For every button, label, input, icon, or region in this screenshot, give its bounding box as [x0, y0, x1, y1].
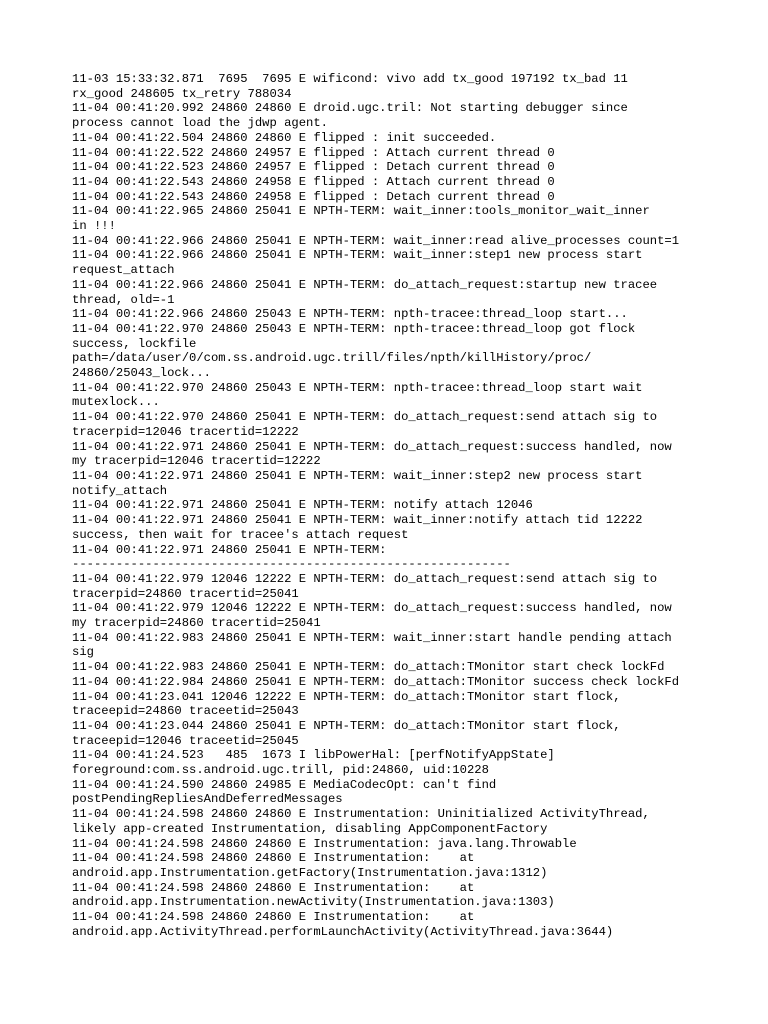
log-line: tracerpid=12046 tracertid=12222	[72, 424, 299, 439]
log-line: 11-04 00:41:24.598 24860 24860 E Instrumentation: at	[72, 880, 475, 895]
log-line: likely app-created Instrumentation, disabling AppComponentFactory	[72, 821, 548, 836]
log-line: 11-04 00:41:22.543 24860 24958 E flipped : Attach current thread 0	[72, 174, 555, 189]
log-line: mutexlock...	[72, 395, 160, 410]
log-line: 11-04 00:41:22.523 24860 24957 E flipped : Detach current thread 0	[72, 160, 555, 175]
log-line: 11-04 00:41:22.971 24860 25041 E NPTH-TERM: wait_inner:step2 new process start	[72, 468, 643, 483]
log-separator: ------------------------------------------------------------	[72, 557, 511, 572]
log-line: 11-04 00:41:22.543 24860 24958 E flipped : Detach current thread 0	[72, 189, 555, 204]
log-line: 11-04 00:41:24.598 24860 24860 E Instrumentation: at	[72, 851, 475, 866]
log-line: 11-04 00:41:22.983 24860 25041 E NPTH-TERM: wait_inner:start handle pending attach	[72, 630, 672, 645]
log-line: android.app.Instrumentation.getFactory(Instrumentation.java:1312)	[72, 865, 548, 880]
log-line: 11-04 00:41:22.979 12046 12222 E NPTH-TERM: do_attach_request:send attach sig to	[72, 571, 658, 586]
log-line: 11-04 00:41:22.971 24860 25041 E NPTH-TERM: do_attach_request:success handled, now	[72, 439, 672, 454]
log-line: tracerpid=24860 tracertid=25041	[72, 586, 299, 601]
log-line: 11-04 00:41:22.970 24860 25043 E NPTH-TERM: npth-tracee:thread_loop start wait	[72, 380, 643, 395]
log-line: 11-04 00:41:24.598 24860 24860 E Instrumentation: Uninitialized ActivityThread,	[72, 807, 650, 822]
log-line: traceepid=12046 traceetid=25045	[72, 733, 299, 748]
log-line: my tracerpid=24860 tracertid=25041	[72, 616, 321, 631]
log-line: 11-04 00:41:22.504 24860 24860 E flipped : init succeeded.	[72, 130, 497, 145]
log-line: 11-04 00:41:24.598 24860 24860 E Instrumentation: java.lang.Throwable	[72, 836, 577, 851]
log-line: 11-04 00:41:22.979 12046 12222 E NPTH-TERM: do_attach_request:success handled, now	[72, 601, 672, 616]
log-line: 24860/25043_lock...	[72, 366, 211, 381]
log-line: postPendingRepliesAndDeferredMessages	[72, 792, 343, 807]
log-line: 11-04 00:41:23.044 24860 25041 E NPTH-TERM: do_attach:TMonitor start flock,	[72, 718, 621, 733]
log-line: my tracerpid=12046 tracertid=12222	[72, 454, 321, 469]
log-line: 11-04 00:41:22.966 24860 25041 E NPTH-TERM: wait_inner:read alive_processes count=1	[72, 233, 680, 248]
log-line: sig	[72, 645, 94, 660]
log-line: 11-04 00:41:24.523 485 1673 I libPowerHal: [perfNotifyAppState]	[72, 748, 555, 763]
log-line: thread, old=-1	[72, 292, 175, 307]
log-line: 11-04 00:41:22.971 24860 25041 E NPTH-TERM: wait_inner:notify attach tid 12222	[72, 513, 643, 528]
log-line: notify_attach	[72, 483, 168, 498]
log-line: 11-04 00:41:22.965 24860 25041 E NPTH-TERM: wait_inner:tools_monitor_wait_inner	[72, 204, 650, 219]
log-line: path=/data/user/0/com.ss.android.ugc.trill/files/npth/killHistory/proc/	[72, 351, 592, 366]
log-line: 11-04 00:41:22.970 24860 25043 E NPTH-TERM: npth-tracee:thread_loop got flock	[72, 321, 636, 336]
log-line: success, lockfile	[72, 336, 197, 351]
log-line: success, then wait for tracee's attach request	[72, 527, 409, 542]
log-line: rx_good 248605 tx_retry 788034	[72, 86, 292, 101]
log-line: 11-04 00:41:22.966 24860 25043 E NPTH-TERM: npth-tracee:thread_loop start...	[72, 307, 628, 322]
log-line: 11-04 00:41:22.966 24860 25041 E NPTH-TERM: do_attach_request:startup new tracee	[72, 277, 658, 292]
log-line: 11-04 00:41:22.971 24860 25041 E NPTH-TERM: notify attach 12046	[72, 498, 533, 513]
log-line: 11-04 00:41:23.041 12046 12222 E NPTH-TERM: do_attach:TMonitor start flock,	[72, 689, 621, 704]
log-line: 11-04 00:41:24.590 24860 24985 E MediaCodecOpt: can't find	[72, 777, 497, 792]
log-document	[72, 72, 712, 939]
log-line: 11-04 00:41:22.966 24860 25041 E NPTH-TERM: wait_inner:step1 new process start	[72, 248, 643, 263]
log-line: 11-04 00:41:22.971 24860 25041 E NPTH-TERM:	[72, 542, 387, 557]
log-line: 11-04 00:41:20.992 24860 24860 E droid.ugc.tril: Not starting debugger since	[72, 101, 628, 116]
log-line: request_attach	[72, 263, 175, 278]
log-line: 11-03 15:33:32.871 7695 7695 E wificond: vivo add tx_good 197192 tx_bad 11	[72, 72, 628, 86]
log-line: android.app.Instrumentation.newActivity(Instrumentation.java:1303)	[72, 895, 555, 910]
log-line: traceepid=24860 traceetid=25043	[72, 704, 299, 719]
log-line: 11-04 00:41:22.984 24860 25041 E NPTH-TERM: do_attach:TMonitor success check lockFd	[72, 674, 680, 689]
log-line: android.app.ActivityThread.performLaunchActivity(ActivityThread.java:3644)	[72, 924, 614, 939]
log-line: 11-04 00:41:22.970 24860 25041 E NPTH-TERM: do_attach_request:send attach sig to	[72, 410, 658, 425]
log-line: process cannot load the jdwp agent.	[72, 116, 328, 131]
log-line: in !!!	[72, 219, 116, 234]
log-line: 11-04 00:41:22.983 24860 25041 E NPTH-TERM: do_attach:TMonitor start check lockFd	[72, 660, 665, 675]
log-line: foreground:com.ss.android.ugc.trill, pid:24860, uid:10228	[72, 763, 489, 778]
log-line: 11-04 00:41:22.522 24860 24957 E flipped : Attach current thread 0	[72, 145, 555, 160]
log-line: 11-04 00:41:24.598 24860 24860 E Instrumentation: at	[72, 910, 475, 925]
